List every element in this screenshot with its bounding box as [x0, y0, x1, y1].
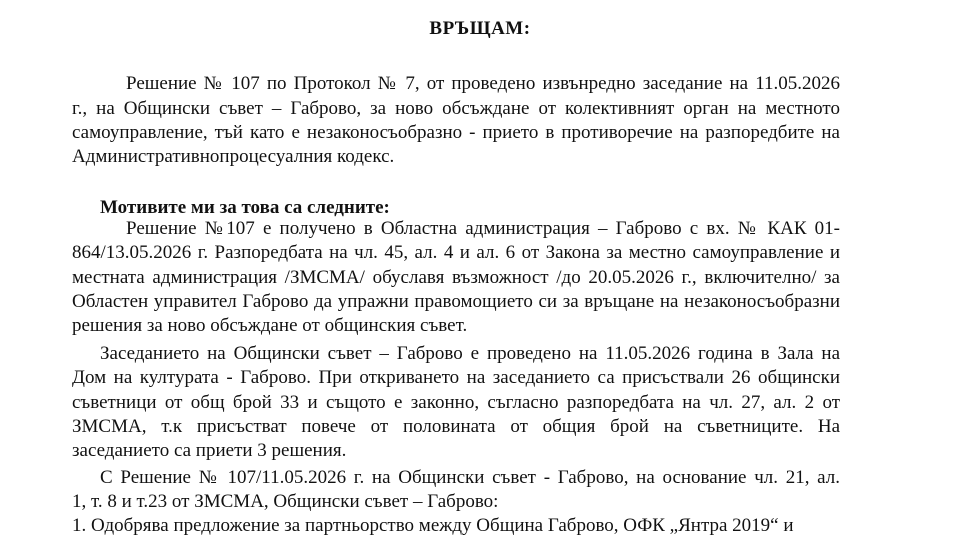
- paragraph-line: Административнопроцесуалния кодекс.: [72, 146, 395, 167]
- paragraph-line: 864/13.05.2026 г. Разпоредбата на чл. 45, ал. 4 и ал. 6 от Закона за местно самоуправление и: [72, 242, 840, 263]
- paragraph-line: С Решение № 107/11.05.2026 г. на Общински съвет - Габрово, на основание чл. 21, ал.: [100, 467, 840, 488]
- document-heading: ВРЪЩАМ:: [429, 18, 531, 39]
- paragraph-line: местната администрация /ЗМСМА/ обуславя възможност /до 20.05.2026 г., включително/ за: [72, 267, 840, 288]
- paragraph-line: г., на Общински съвет – Габрово, за ново обсъждане от колективният орган на местното: [72, 98, 840, 119]
- paragraph-line: 1, т. 8 и т.23 от ЗМСМА, Общински съвет – Габрово:: [72, 491, 499, 512]
- paragraph-line: съветници от общ брой 33 и същото е законно, съгласно разпоредбата на чл. 27, ал. 2 от: [72, 392, 840, 413]
- section-title: Мотивите ми за това са следните:: [100, 197, 390, 218]
- paragraph-line: заседанието са приети 3 решения.: [72, 440, 347, 461]
- list-item: 1. Одобрява предложение за партньорство между Община Габрово, ОФК „Янтра 2019“ и: [72, 515, 794, 536]
- paragraph-line: Решение №107 е получено в Областна администрация – Габрово с вх. № КАК 01-: [126, 218, 840, 239]
- paragraph-line: Дом на културата - Габрово. При откриването на заседанието са присъствали 26 общински: [72, 367, 840, 388]
- paragraph-line: Областен управител Габрово да упражни правомощието си за връщане на незаконосъобразни: [72, 291, 840, 312]
- paragraph-line: Решение № 107 по Протокол № 7, от проведено извънредно заседание на 11.05.2026: [126, 73, 840, 94]
- paragraph-line: ЗМСМА, т.к присъстват повече от половината от общия брой на съветниците. На: [72, 416, 840, 437]
- paragraph-line: Заседанието на Общински съвет – Габрово е проведено на 11.05.2026 година в Зала на: [100, 343, 840, 364]
- paragraph-line: решения за ново обсъждане от общинския съвет.: [72, 315, 468, 336]
- paragraph-line: самоуправление, тъй като е незаконосъобразно - прието в противоречие на разпоредбите на: [72, 122, 840, 143]
